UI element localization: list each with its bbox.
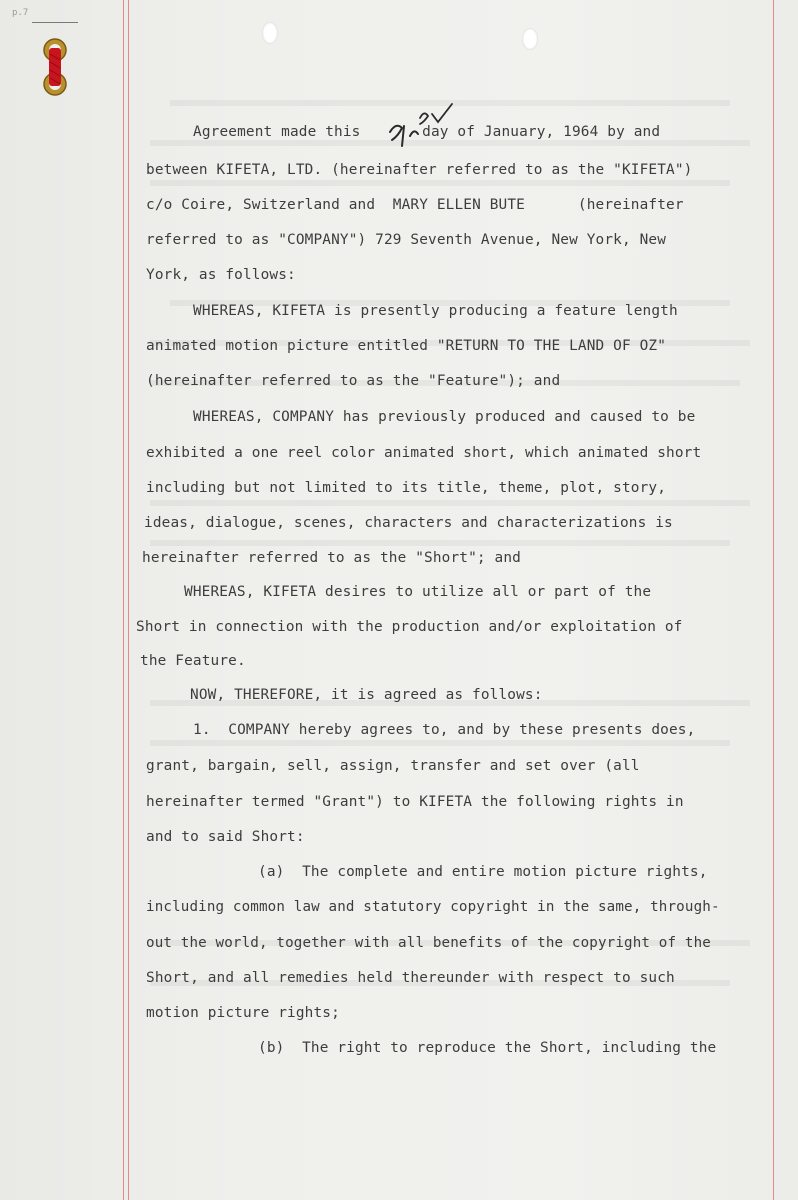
text-line-17: NOW, THEREFORE, it is agreed as follows:	[190, 687, 543, 703]
corner-page-note: p.7	[12, 8, 29, 18]
text-line-26: motion picture rights;	[146, 1005, 340, 1021]
text-line-4: referred to as "COMPANY") 729 Seventh Avenue, New York, New	[146, 232, 667, 248]
text-line-24: out the world, together with all benefits of the copyright of the	[146, 935, 711, 951]
left-margin-line-2	[128, 0, 129, 1200]
right-margin-line	[773, 0, 774, 1200]
punch-hole-right	[522, 28, 538, 50]
text-line-2: between KIFETA, LTD. (hereinafter referred to as the "KIFETA")	[146, 162, 693, 178]
text-line-16: the Feature.	[140, 653, 246, 669]
text-line-20: hereinafter termed "Grant") to KIFETA the following rights in	[146, 794, 684, 810]
text-line-13: hereinafter referred to as the "Short"; and	[142, 550, 521, 566]
text-line-7: animated motion picture entitled "RETURN TO THE LAND OF OZ"	[146, 338, 667, 354]
text-line-1: Agreement made this day of January, 1964 by and	[193, 124, 661, 140]
text-line-18: 1. COMPANY hereby agrees to, and by these presents does,	[193, 722, 696, 738]
text-line-19: grant, bargain, sell, assign, transfer and set over (all	[146, 758, 640, 774]
left-margin-line-1	[123, 0, 124, 1200]
text-line-11: including but not limited to its title, theme, plot, story,	[146, 480, 667, 496]
text-line-22: (a) The complete and entire motion picture rights,	[258, 864, 708, 880]
ribbon-grommet-icon	[41, 38, 69, 96]
text-line-10: exhibited a one reel color animated short, which animated short	[146, 445, 702, 461]
text-line-5: York, as follows:	[146, 267, 296, 283]
punch-hole-left	[262, 22, 278, 44]
text-line-14: WHEREAS, KIFETA desires to utilize all or part of the	[184, 584, 652, 600]
bleed-through-texture	[150, 80, 790, 1080]
text-line-21: and to said Short:	[146, 829, 305, 845]
text-line-15: Short in connection with the production and/or exploitation of	[136, 619, 683, 635]
text-line-3: c/o Coire, Switzerland and MARY ELLEN BUTE (hereinafter	[146, 197, 684, 213]
text-line-23: including common law and statutory copyright in the same, through-	[146, 899, 720, 915]
text-line-8: (hereinafter referred to as the "Feature"); and	[146, 373, 561, 389]
corner-rule	[32, 22, 78, 23]
text-line-25: Short, and all remedies held thereunder with respect to such	[146, 970, 675, 986]
text-line-6: WHEREAS, KIFETA is presently producing a feature length	[193, 303, 678, 319]
text-line-9: WHEREAS, COMPANY has previously produced and caused to be	[193, 409, 696, 425]
text-line-27: (b) The right to reproduce the Short, including the	[258, 1040, 717, 1056]
text-line-12: ideas, dialogue, scenes, characters and characterizations is	[144, 515, 673, 531]
